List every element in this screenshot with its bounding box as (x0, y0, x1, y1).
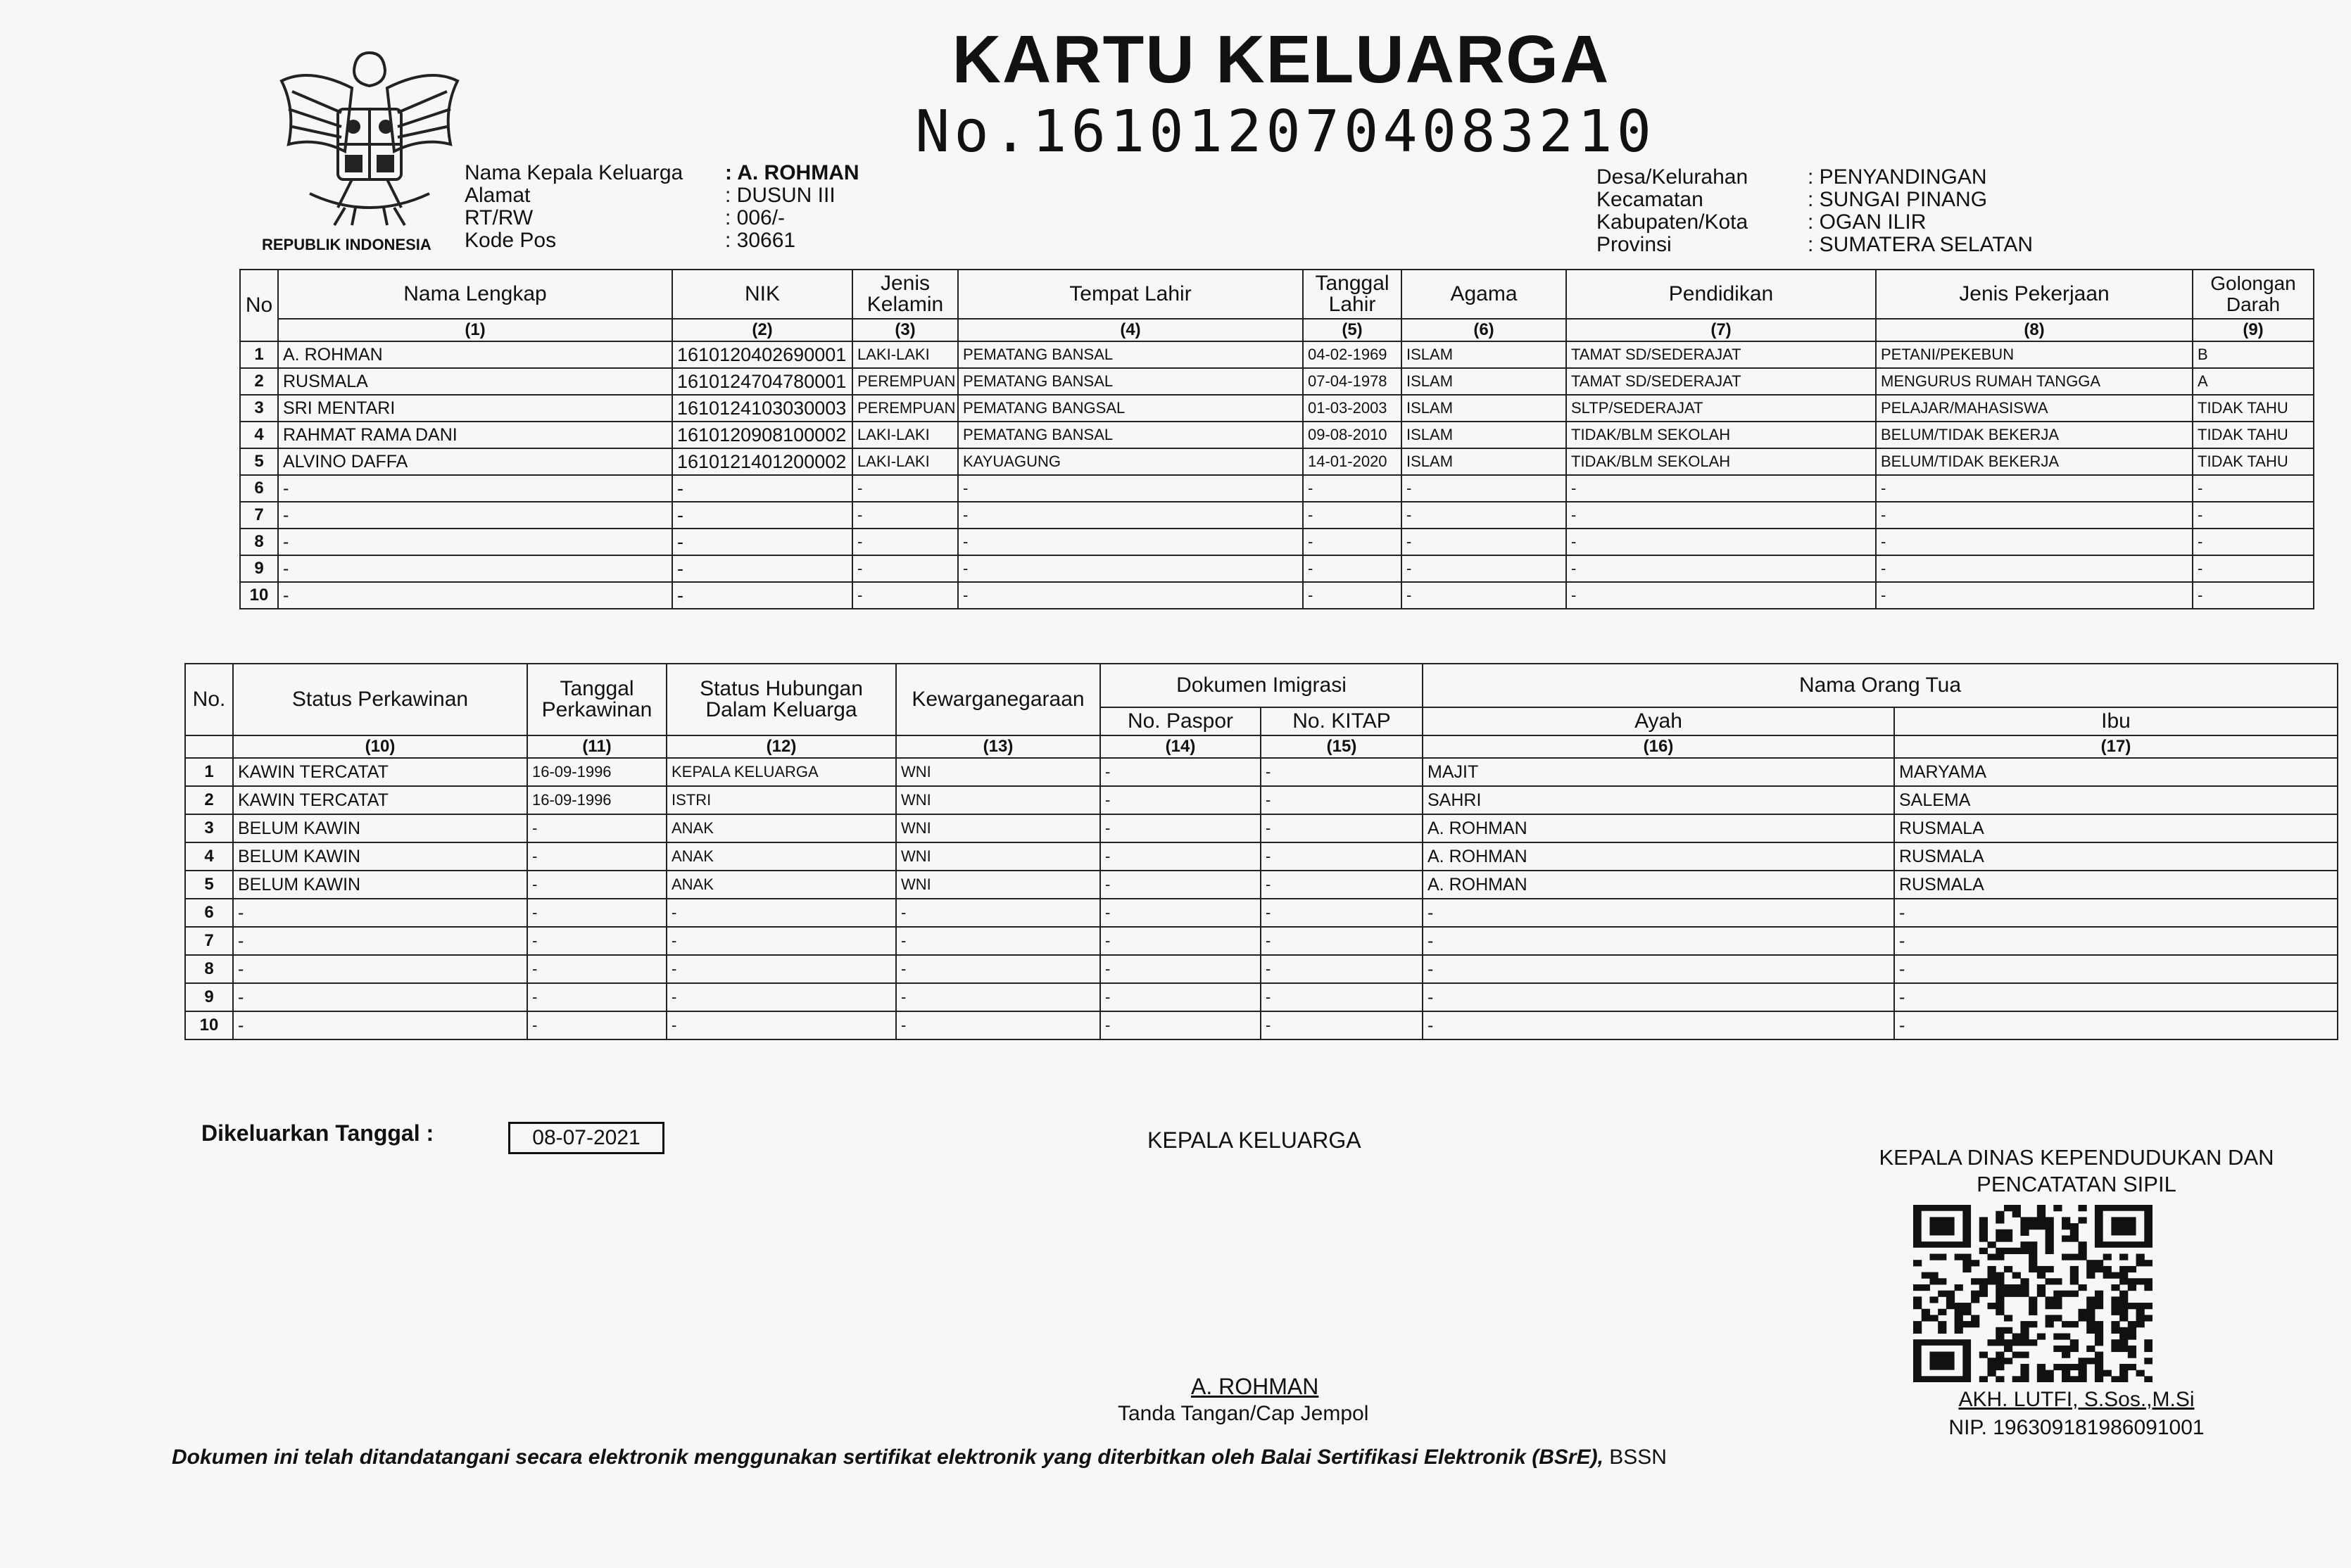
col-number: (10) (233, 735, 527, 758)
table-cell: - (1261, 955, 1423, 983)
table-cell: - (1100, 814, 1261, 842)
table-cell: 2 (185, 786, 233, 814)
table-cell: 8 (240, 529, 278, 555)
table-row (240, 341, 2314, 368)
col-header-nama: Nama Lengkap (278, 270, 672, 319)
table-cell: - (1261, 899, 1423, 927)
country-label: REPUBLIK INDONESIA (262, 236, 431, 253)
issuing-office-line2: PENCATATAN SIPIL (1977, 1172, 2176, 1196)
table-cell: - (1100, 842, 1261, 871)
col-header-dokumen-imigrasi: Dokumen Imigrasi (1100, 664, 1423, 707)
table-row (185, 842, 2338, 871)
table-cell: - (1100, 955, 1261, 983)
table-cell: ALVINO DAFFA (278, 448, 672, 475)
table-cell: RAHMAT RAMA DANI (278, 422, 672, 448)
table-cell: 9 (185, 983, 233, 1011)
table-row (240, 475, 2314, 502)
garuda-emblem-icon (267, 39, 472, 236)
table-cell: A (2193, 368, 2314, 395)
document-number: No.1610120704083210 (915, 99, 1656, 165)
table-cell: - (527, 983, 667, 1011)
col-header-jenis-kelamin: Jenis Kelamin (852, 270, 958, 319)
footnote-main: Dokumen ini telah ditandatangani secara elektronik menggunakan sertifikat elektronik yang diterbitkan oleh Balai Sertifikasi Elektronik (BSrE), (172, 1446, 1603, 1469)
col-header-no: No. (185, 664, 233, 735)
table-cell: - (527, 871, 667, 899)
info-label: Kabupaten/Kota (1596, 210, 1748, 234)
table-cell: - (2193, 529, 2314, 555)
table-cell: 01-03-2003 (1303, 395, 1401, 422)
info-value: : 30661 (725, 229, 796, 252)
table-cell: A. ROHMAN (1423, 871, 1894, 899)
table-cell: RUSMALA (1894, 871, 2338, 899)
table-cell: - (1100, 758, 1261, 786)
table-cell: - (896, 955, 1100, 983)
family-head-label: KEPALA KELUARGA (1147, 1127, 1361, 1153)
table-cell: TIDAK TAHU (2193, 395, 2314, 422)
table-cell: 04-02-1969 (1303, 341, 1401, 368)
table-cell: - (672, 555, 852, 582)
table-cell: TAMAT SD/SEDERAJAT (1566, 368, 1876, 395)
table-cell: - (1401, 529, 1566, 555)
table-cell: PEMATANG BANGSAL (958, 395, 1303, 422)
table-cell: KAWIN TERCATAT (233, 786, 527, 814)
table-cell: - (1100, 786, 1261, 814)
table-row (240, 422, 2314, 448)
table-row (185, 955, 2338, 983)
table-cell: - (672, 502, 852, 529)
table-cell: - (2193, 555, 2314, 582)
table-cell: - (2193, 502, 2314, 529)
table-cell: - (1566, 555, 1876, 582)
table-cell: - (278, 529, 672, 555)
table-cell: ISLAM (1401, 341, 1566, 368)
table-cell: 16-09-1996 (527, 758, 667, 786)
table-cell: - (527, 1011, 667, 1039)
signature-label: Tanda Tangan/Cap Jempol (1118, 1402, 1369, 1425)
table-row (185, 786, 2338, 814)
info-label: Kecamatan (1596, 188, 1703, 211)
table-cell: WNI (896, 814, 1100, 842)
table-cell: SAHRI (1423, 786, 1894, 814)
table-cell: - (1261, 1011, 1423, 1039)
table-cell: 8 (185, 955, 233, 983)
table-cell: ISLAM (1401, 448, 1566, 475)
table-cell: - (1303, 529, 1401, 555)
table-row (240, 368, 2314, 395)
col-header-nik: NIK (672, 270, 852, 319)
table-cell: WNI (896, 758, 1100, 786)
table-cell: ISLAM (1401, 395, 1566, 422)
table-cell: - (1566, 582, 1876, 609)
col-header-ayah: Ayah (1423, 707, 1894, 735)
col-header-nama-orang-tua: Nama Orang Tua (1423, 664, 2338, 707)
table-cell: LAKI-LAKI (852, 422, 958, 448)
table-cell: - (1566, 529, 1876, 555)
table-cell: - (852, 502, 958, 529)
table-cell: - (1303, 555, 1401, 582)
table-cell: PETANI/PEKEBUN (1876, 341, 2193, 368)
table-row (240, 582, 2314, 609)
table-cell: - (852, 529, 958, 555)
table-cell: - (1894, 1011, 2338, 1039)
col-header-tanggal-perkawinan: Tanggal Perkawinan (527, 664, 667, 735)
col-number: (4) (958, 319, 1303, 341)
table-cell: - (233, 983, 527, 1011)
table-cell: - (278, 555, 672, 582)
table-cell: BELUM/TIDAK BEKERJA (1876, 448, 2193, 475)
col-number: (5) (1303, 319, 1401, 341)
table-cell: KEPALA KELUARGA (667, 758, 896, 786)
table-cell: - (1876, 475, 2193, 502)
table-cell: A. ROHMAN (1423, 814, 1894, 842)
table-row (240, 448, 2314, 475)
info-value: : PENYANDINGAN (1808, 165, 1987, 189)
table-cell: A. ROHMAN (1423, 842, 1894, 871)
table-cell: - (1303, 502, 1401, 529)
table-cell: 09-08-2010 (1303, 422, 1401, 448)
col-number: (15) (1261, 735, 1423, 758)
table-cell: 1610124103030003 (672, 395, 852, 422)
table-cell: - (1566, 475, 1876, 502)
table-cell: - (233, 955, 527, 983)
issuing-office-line1: KEPALA DINAS KEPENDUDUKAN DAN (1879, 1145, 2274, 1170)
info-value: : 006/- (725, 206, 786, 229)
table-cell: - (1894, 927, 2338, 955)
table-row (185, 814, 2338, 842)
table-cell: - (1566, 502, 1876, 529)
table-cell: - (1876, 555, 2193, 582)
table-cell: - (1261, 842, 1423, 871)
table-cell: - (278, 502, 672, 529)
footnote-tail: BSSN (1609, 1446, 1667, 1469)
table-cell: - (1894, 983, 2338, 1011)
col-number: (7) (1566, 319, 1876, 341)
table-cell: MARYAMA (1894, 758, 2338, 786)
table-cell: 14-01-2020 (1303, 448, 1401, 475)
table-cell: TIDAK TAHU (2193, 422, 2314, 448)
table-cell: 10 (185, 1011, 233, 1039)
col-header-tanggal-lahir: Tanggal Lahir (1303, 270, 1401, 319)
info-label: Kode Pos (465, 229, 557, 252)
col-header-ibu: Ibu (1894, 707, 2338, 735)
qr-code-icon (1913, 1205, 2153, 1382)
table-cell: 4 (185, 842, 233, 871)
official-nip: NIP. 196309181986091001 (1948, 1416, 2205, 1439)
col-number-blank (185, 735, 233, 758)
table-cell: ANAK (667, 871, 896, 899)
table-cell: - (527, 842, 667, 871)
table-cell: - (1100, 983, 1261, 1011)
table-cell: 1 (240, 341, 278, 368)
table-cell: - (1401, 582, 1566, 609)
table-cell: - (1894, 955, 2338, 983)
col-number: (9) (2193, 319, 2314, 341)
table-cell: - (672, 529, 852, 555)
table-cell: - (1876, 529, 2193, 555)
table-cell: RUSMALA (1894, 814, 2338, 842)
table-cell: A. ROHMAN (278, 341, 672, 368)
table-cell: - (278, 582, 672, 609)
info-label: RT/RW (465, 206, 534, 229)
table-cell: - (1303, 475, 1401, 502)
table-cell: 7 (185, 927, 233, 955)
table-cell: - (1100, 871, 1261, 899)
table-cell: ISTRI (667, 786, 896, 814)
table-cell: - (527, 927, 667, 955)
col-number: (17) (1894, 735, 2338, 758)
table-cell: - (667, 1011, 896, 1039)
table-row (240, 529, 2314, 555)
table-cell: - (2193, 582, 2314, 609)
table-cell: ISLAM (1401, 422, 1566, 448)
household-info-right (1596, 166, 2033, 256)
info-value: : SUNGAI PINANG (1808, 188, 1988, 211)
table-cell: BELUM KAWIN (233, 842, 527, 871)
table-cell: KAYUAGUNG (958, 448, 1303, 475)
info-label: Alamat (465, 184, 531, 207)
table-cell: - (2193, 475, 2314, 502)
table-cell: - (1401, 555, 1566, 582)
table-cell: - (1401, 502, 1566, 529)
document-title: KARTU KELUARGA (952, 22, 1611, 97)
issuing-office (1802, 1144, 2351, 1198)
table-cell: - (667, 983, 896, 1011)
table-cell: TIDAK/BLM SEKOLAH (1566, 448, 1876, 475)
table-cell: - (896, 1011, 1100, 1039)
table-cell: SLTP/SEDERAJAT (1566, 395, 1876, 422)
table-cell: 5 (240, 448, 278, 475)
table-cell: - (278, 475, 672, 502)
info-label: Provinsi (1596, 233, 1672, 256)
table-cell: 1610121401200002 (672, 448, 852, 475)
electronic-signature-note (172, 1446, 1667, 1469)
col-number: (6) (1401, 319, 1566, 341)
table-cell: - (958, 555, 1303, 582)
col-header-kitap: No. KITAP (1261, 707, 1423, 735)
table-cell: 4 (240, 422, 278, 448)
table-cell: - (1423, 927, 1894, 955)
table-cell: 16-09-1996 (527, 786, 667, 814)
col-number: (8) (1876, 319, 2193, 341)
col-header-agama: Agama (1401, 270, 1566, 319)
col-header-tempat-lahir: Tempat Lahir (958, 270, 1303, 319)
table-cell: - (1894, 899, 2338, 927)
table-cell: RUSMALA (278, 368, 672, 395)
table-row (185, 758, 2338, 786)
table-cell: - (958, 475, 1303, 502)
col-header-no: No (240, 270, 278, 341)
table-cell: - (1100, 1011, 1261, 1039)
col-number: (13) (896, 735, 1100, 758)
table-cell: - (233, 899, 527, 927)
table-cell: BELUM KAWIN (233, 871, 527, 899)
table-cell: - (896, 927, 1100, 955)
issued-label: Dikeluarkan Tanggal : (201, 1120, 434, 1146)
table-cell: 10 (240, 582, 278, 609)
table-cell: - (1423, 1011, 1894, 1039)
table-cell: WNI (896, 786, 1100, 814)
col-header-paspor: No. Paspor (1100, 707, 1261, 735)
col-number: (2) (672, 319, 852, 341)
table-cell: - (1423, 899, 1894, 927)
col-number: (1) (278, 319, 672, 341)
table-cell: - (527, 814, 667, 842)
info-label: Desa/Kelurahan (1596, 165, 1748, 189)
table-cell: - (896, 899, 1100, 927)
table-cell: BELUM KAWIN (233, 814, 527, 842)
table-cell: ANAK (667, 842, 896, 871)
table-cell: 5 (185, 871, 233, 899)
table-cell: - (1876, 582, 2193, 609)
col-header-status-perkawinan: Status Perkawinan (233, 664, 527, 735)
table-cell: PEMATANG BANSAL (958, 368, 1303, 395)
table-cell: SRI MENTARI (278, 395, 672, 422)
issued-date: 08-07-2021 (508, 1122, 664, 1154)
table-cell: - (896, 983, 1100, 1011)
col-header-pekerjaan: Jenis Pekerjaan (1876, 270, 2193, 319)
table-row (185, 927, 2338, 955)
table-cell: TAMAT SD/SEDERAJAT (1566, 341, 1876, 368)
table-cell: PEMATANG BANSAL (958, 341, 1303, 368)
table-cell: - (233, 1011, 527, 1039)
table-cell: 1610124704780001 (672, 368, 852, 395)
table-cell: 9 (240, 555, 278, 582)
table-cell: - (1423, 955, 1894, 983)
table-cell: 3 (240, 395, 278, 422)
table-cell: - (1261, 983, 1423, 1011)
table-cell: - (958, 529, 1303, 555)
table-row (185, 983, 2338, 1011)
col-number: (11) (527, 735, 667, 758)
table-cell: - (1261, 927, 1423, 955)
household-info-left (465, 162, 859, 252)
info-value: : DUSUN III (725, 184, 836, 207)
table-row (185, 871, 2338, 899)
table-row (185, 899, 2338, 927)
table-cell: LAKI-LAKI (852, 341, 958, 368)
table-cell: 1610120908100002 (672, 422, 852, 448)
table-cell: WNI (896, 842, 1100, 871)
table-cell: 6 (240, 475, 278, 502)
table-cell: ANAK (667, 814, 896, 842)
col-header-pendidikan: Pendidikan (1566, 270, 1876, 319)
table-cell: - (1261, 871, 1423, 899)
table-cell: - (1423, 983, 1894, 1011)
table-cell: PEREMPUAN (852, 395, 958, 422)
table-cell: 1610120402690001 (672, 341, 852, 368)
table-cell: - (1303, 582, 1401, 609)
table-cell: - (527, 899, 667, 927)
col-number: (14) (1100, 735, 1261, 758)
table-cell: - (958, 582, 1303, 609)
table-cell: WNI (896, 871, 1100, 899)
table-cell: - (667, 955, 896, 983)
table-cell: PELAJAR/MAHASISWA (1876, 395, 2193, 422)
table-cell: MAJIT (1423, 758, 1894, 786)
table-cell: - (958, 502, 1303, 529)
table-row (185, 1011, 2338, 1039)
table-cell: - (672, 475, 852, 502)
table-cell: 3 (185, 814, 233, 842)
table-row (240, 555, 2314, 582)
col-header-kewarganegaraan: Kewarganegaraan (896, 664, 1100, 735)
table-row (240, 502, 2314, 529)
table-cell: - (667, 899, 896, 927)
table-cell: - (233, 927, 527, 955)
table-cell: LAKI-LAKI (852, 448, 958, 475)
table-cell: 2 (240, 368, 278, 395)
col-number: (16) (1423, 735, 1894, 758)
col-header-golongan-darah: Golongan Darah (2193, 270, 2314, 319)
table-cell: 07-04-1978 (1303, 368, 1401, 395)
info-value: : SUMATERA SELATAN (1808, 233, 2034, 256)
table-cell: 1 (185, 758, 233, 786)
table-cell: - (1401, 475, 1566, 502)
table-cell: - (852, 555, 958, 582)
table-cell: - (1261, 786, 1423, 814)
table-cell: - (1876, 502, 2193, 529)
table-cell: - (1100, 899, 1261, 927)
table-cell: B (2193, 341, 2314, 368)
table-cell: 6 (185, 899, 233, 927)
table-cell: MENGURUS RUMAH TANGGA (1876, 368, 2193, 395)
table-cell: - (1261, 814, 1423, 842)
info-label: Nama Kepala Keluarga (465, 161, 683, 184)
table-cell: - (852, 582, 958, 609)
table-cell: PEMATANG BANSAL (958, 422, 1303, 448)
table-cell: ISLAM (1401, 368, 1566, 395)
table-cell: TIDAK/BLM SEKOLAH (1566, 422, 1876, 448)
table-cell: - (852, 475, 958, 502)
table-cell: 7 (240, 502, 278, 529)
table-cell: - (672, 582, 852, 609)
table-cell: - (527, 955, 667, 983)
table-cell: RUSMALA (1894, 842, 2338, 871)
table-cell: BELUM/TIDAK BEKERJA (1876, 422, 2193, 448)
table-row (240, 395, 2314, 422)
col-number: (3) (852, 319, 958, 341)
members-table (239, 269, 2314, 609)
table-cell: KAWIN TERCATAT (233, 758, 527, 786)
info-value: : A. ROHMAN (725, 161, 859, 184)
official-name: AKH. LUTFI, S.Sos.,M.Si (1958, 1388, 2195, 1411)
table-cell: - (667, 927, 896, 955)
table-cell: TIDAK TAHU (2193, 448, 2314, 475)
table-cell: SALEMA (1894, 786, 2338, 814)
table-cell: - (1261, 758, 1423, 786)
civil-status-table (184, 663, 2338, 1040)
info-value: : OGAN ILIR (1808, 210, 1927, 234)
col-header-status-hubungan: Status Hubungan Dalam Keluarga (667, 664, 896, 735)
table-cell: - (1100, 927, 1261, 955)
family-head-name: A. ROHMAN (1191, 1374, 1319, 1399)
col-number: (12) (667, 735, 896, 758)
table-cell: PEREMPUAN (852, 368, 958, 395)
